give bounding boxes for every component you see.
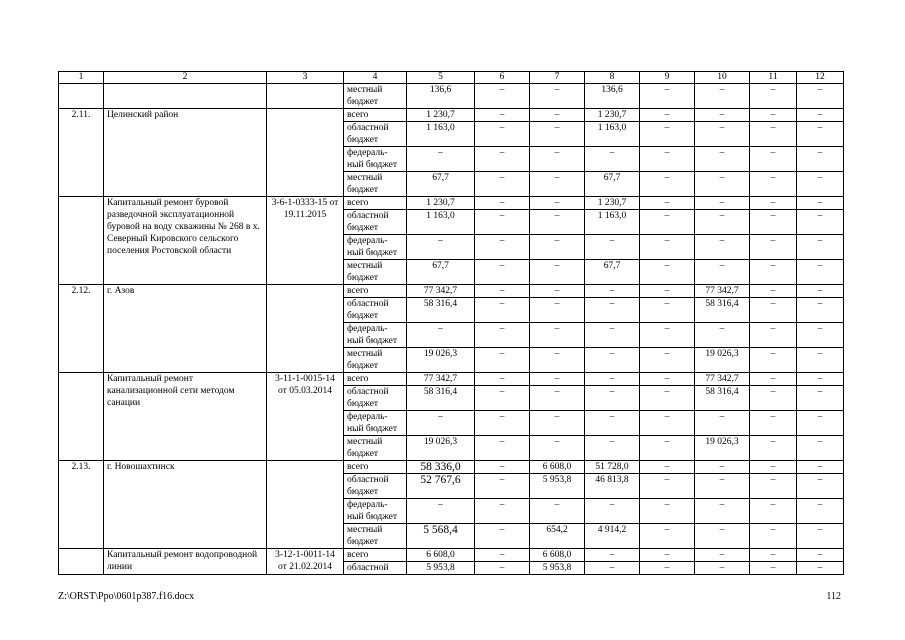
document-number <box>267 285 344 373</box>
value-cell: – <box>750 323 797 348</box>
document-number: 3-12-1-0011-14 от 21.02.2014 <box>267 549 344 575</box>
column-number: 7 <box>530 72 585 84</box>
value-cell: – <box>640 562 695 575</box>
value-cell: – <box>797 172 844 197</box>
item-name: Капитальный ремонт канализационной сети методом санации <box>104 373 267 461</box>
value-cell: 77 342,7 <box>695 285 750 298</box>
value-cell: – <box>475 260 530 285</box>
value-cell: – <box>640 84 695 109</box>
value-cell: – <box>640 122 695 147</box>
value-cell: – <box>640 197 695 210</box>
value-cell: 58 316,4 <box>407 386 475 411</box>
value-cell: – <box>475 147 530 172</box>
funding-source: областной бюджет <box>344 386 407 411</box>
item-name <box>104 84 267 109</box>
value-cell: – <box>797 210 844 235</box>
table-body <box>59 84 844 575</box>
value-cell: 19 026,3 <box>695 348 750 373</box>
funding-source: местный бюджет <box>344 524 407 549</box>
value-cell: – <box>695 172 750 197</box>
value-cell: – <box>750 260 797 285</box>
value-cell: 1 230,7 <box>585 197 640 210</box>
value-cell: – <box>797 436 844 461</box>
table-row <box>59 109 844 122</box>
value-cell: – <box>407 235 475 260</box>
column-number: 8 <box>585 72 640 84</box>
value-cell: – <box>407 411 475 436</box>
value-cell: – <box>797 549 844 562</box>
value-cell: – <box>750 84 797 109</box>
page-number: 112 <box>826 591 841 602</box>
value-cell: – <box>750 109 797 122</box>
value-cell: 136,6 <box>407 84 475 109</box>
value-cell: – <box>475 122 530 147</box>
value-cell: 1 230,7 <box>585 109 640 122</box>
column-number: 5 <box>407 72 475 84</box>
item-number <box>59 84 104 109</box>
value-cell: – <box>640 260 695 285</box>
value-cell: – <box>585 436 640 461</box>
funding-source: областной бюджет <box>344 122 407 147</box>
value-cell: – <box>475 474 530 499</box>
value-cell: – <box>750 373 797 386</box>
value-cell: – <box>530 235 585 260</box>
value-cell: – <box>750 562 797 575</box>
document-number <box>267 109 344 197</box>
funding-source: местный бюджет <box>344 84 407 109</box>
value-cell: – <box>640 549 695 562</box>
item-number <box>59 373 104 461</box>
value-cell: – <box>475 197 530 210</box>
value-cell: – <box>475 172 530 197</box>
value-cell: – <box>640 411 695 436</box>
value-cell: – <box>585 235 640 260</box>
value-cell: 1 163,0 <box>407 122 475 147</box>
value-cell: – <box>585 298 640 323</box>
funding-source: областной <box>344 562 407 575</box>
value-cell: – <box>585 285 640 298</box>
funding-source: местный бюджет <box>344 172 407 197</box>
table-row <box>59 549 844 562</box>
value-cell: – <box>530 436 585 461</box>
value-cell: 77 342,7 <box>407 285 475 298</box>
value-cell: – <box>640 373 695 386</box>
value-cell: – <box>640 298 695 323</box>
value-cell: – <box>797 285 844 298</box>
value-cell: – <box>640 172 695 197</box>
value-cell: 6 608,0 <box>530 461 585 474</box>
table-row <box>59 197 844 210</box>
value-cell: – <box>695 474 750 499</box>
value-cell: – <box>695 562 750 575</box>
value-cell: 77 342,7 <box>407 373 475 386</box>
funding-source: областной бюджет <box>344 210 407 235</box>
value-cell: 5 953,8 <box>407 562 475 575</box>
value-cell: 1 163,0 <box>585 210 640 235</box>
value-cell: 58 316,4 <box>695 298 750 323</box>
value-cell: – <box>530 373 585 386</box>
table-row <box>59 285 844 298</box>
value-cell: – <box>750 474 797 499</box>
value-cell: – <box>640 436 695 461</box>
column-number: 12 <box>797 72 844 84</box>
value-cell: – <box>640 109 695 122</box>
value-cell: – <box>585 499 640 524</box>
value-cell: – <box>797 122 844 147</box>
value-cell: – <box>640 235 695 260</box>
value-cell: 19 026,3 <box>407 436 475 461</box>
value-cell: 654,2 <box>530 524 585 549</box>
funding-source: местный бюджет <box>344 436 407 461</box>
value-cell: 77 342,7 <box>695 373 750 386</box>
value-cell: – <box>797 348 844 373</box>
value-cell: – <box>750 411 797 436</box>
value-cell: – <box>797 524 844 549</box>
value-cell: – <box>750 122 797 147</box>
value-cell: 136,6 <box>585 84 640 109</box>
value-cell: – <box>695 147 750 172</box>
value-cell: – <box>797 235 844 260</box>
value-cell: – <box>797 323 844 348</box>
value-cell: 5 953,8 <box>530 474 585 499</box>
value-cell: – <box>750 285 797 298</box>
item-number <box>59 549 104 575</box>
value-cell: 1 163,0 <box>585 122 640 147</box>
column-number: 3 <box>267 72 344 84</box>
value-cell: – <box>750 499 797 524</box>
value-cell: – <box>695 499 750 524</box>
value-cell: – <box>695 109 750 122</box>
value-cell: – <box>530 260 585 285</box>
value-cell: – <box>797 260 844 285</box>
funding-source: всего <box>344 285 407 298</box>
value-cell: – <box>750 386 797 411</box>
value-cell: – <box>530 499 585 524</box>
document-number <box>267 84 344 109</box>
value-cell: – <box>797 109 844 122</box>
item-name: г. Новошахтинск <box>104 461 267 549</box>
funding-source: федераль- ный бюджет <box>344 499 407 524</box>
value-cell: – <box>750 348 797 373</box>
value-cell: – <box>797 386 844 411</box>
funding-source: областной бюджет <box>344 298 407 323</box>
value-cell: 1 163,0 <box>407 210 475 235</box>
value-cell: – <box>695 197 750 210</box>
funding-source: федераль- ный бюджет <box>344 323 407 348</box>
value-cell: – <box>750 549 797 562</box>
item-name: Капитальный ремонт водопроводной линии <box>104 549 267 575</box>
value-cell: – <box>797 298 844 323</box>
value-cell: – <box>695 84 750 109</box>
value-cell: – <box>695 122 750 147</box>
value-cell: – <box>750 298 797 323</box>
value-cell: – <box>695 323 750 348</box>
value-cell: 51 728,0 <box>585 461 640 474</box>
value-cell: – <box>640 499 695 524</box>
item-number: 2.11. <box>59 109 104 197</box>
value-cell: 19 026,3 <box>407 348 475 373</box>
value-cell: 52 767,6 <box>407 474 475 499</box>
value-cell: – <box>797 411 844 436</box>
column-number: 4 <box>344 72 407 84</box>
item-number <box>59 197 104 285</box>
value-cell: – <box>585 562 640 575</box>
value-cell: – <box>475 549 530 562</box>
value-cell: – <box>475 562 530 575</box>
value-cell: 6 608,0 <box>530 549 585 562</box>
value-cell: – <box>475 461 530 474</box>
funding-source: местный бюджет <box>344 260 407 285</box>
funding-source: всего <box>344 197 407 210</box>
value-cell: – <box>750 147 797 172</box>
item-name: Целинский район <box>104 109 267 197</box>
value-cell: 58 336,0 <box>407 461 475 474</box>
funding-source: всего <box>344 549 407 562</box>
value-cell: – <box>530 298 585 323</box>
value-cell: – <box>475 109 530 122</box>
value-cell: – <box>530 109 585 122</box>
value-cell: – <box>585 373 640 386</box>
value-cell: 1 230,7 <box>407 197 475 210</box>
value-cell: – <box>530 210 585 235</box>
value-cell: – <box>475 499 530 524</box>
item-name: Капитальный ремонт буровой разведочной эксплуатационной буровой на воду скважины № 268 в х. Северный Кировского сельского поселения Ростовской области <box>104 197 267 285</box>
value-cell: 4 914,2 <box>585 524 640 549</box>
value-cell: – <box>530 386 585 411</box>
value-cell: – <box>797 499 844 524</box>
value-cell: – <box>407 323 475 348</box>
document-number: 3-11-1-0015-14 от 05.03.2014 <box>267 373 344 461</box>
value-cell: – <box>695 235 750 260</box>
funding-source: всего <box>344 461 407 474</box>
value-cell: – <box>695 260 750 285</box>
item-name: г. Азов <box>104 285 267 373</box>
document-number: 3-6-1-0333-15 от 19.11.2015 <box>267 197 344 285</box>
item-number: 2.13. <box>59 461 104 549</box>
value-cell: – <box>530 122 585 147</box>
value-cell: – <box>475 235 530 260</box>
value-cell: – <box>475 285 530 298</box>
item-number: 2.12. <box>59 285 104 373</box>
value-cell: – <box>640 461 695 474</box>
value-cell: – <box>750 235 797 260</box>
value-cell: – <box>475 524 530 549</box>
value-cell: – <box>530 411 585 436</box>
value-cell: – <box>475 84 530 109</box>
document-number <box>267 461 344 549</box>
value-cell: 19 026,3 <box>695 436 750 461</box>
value-cell: 67,7 <box>407 172 475 197</box>
budget-table <box>58 71 844 575</box>
funding-source: всего <box>344 109 407 122</box>
value-cell: – <box>750 210 797 235</box>
value-cell: – <box>797 562 844 575</box>
value-cell: 5 568,4 <box>407 524 475 549</box>
value-cell: – <box>585 386 640 411</box>
table-row <box>59 461 844 474</box>
value-cell: – <box>797 84 844 109</box>
table-row <box>59 84 844 109</box>
value-cell: – <box>695 524 750 549</box>
value-cell: – <box>750 172 797 197</box>
value-cell: – <box>640 210 695 235</box>
value-cell: – <box>530 348 585 373</box>
value-cell: – <box>475 323 530 348</box>
funding-source: местный бюджет <box>344 348 407 373</box>
value-cell: – <box>695 210 750 235</box>
value-cell: – <box>797 197 844 210</box>
value-cell: – <box>475 348 530 373</box>
value-cell: – <box>750 197 797 210</box>
value-cell: – <box>640 147 695 172</box>
value-cell: – <box>750 524 797 549</box>
value-cell: – <box>797 373 844 386</box>
value-cell: – <box>530 84 585 109</box>
value-cell: 67,7 <box>407 260 475 285</box>
value-cell: – <box>797 474 844 499</box>
value-cell: – <box>640 474 695 499</box>
value-cell: 5 953,8 <box>530 562 585 575</box>
column-number: 9 <box>640 72 695 84</box>
value-cell: 58 316,4 <box>695 386 750 411</box>
value-cell: – <box>475 436 530 461</box>
value-cell: – <box>475 298 530 323</box>
value-cell: – <box>640 524 695 549</box>
value-cell: – <box>585 411 640 436</box>
column-number: 11 <box>750 72 797 84</box>
value-cell: – <box>530 285 585 298</box>
value-cell: – <box>640 386 695 411</box>
funding-source: областной бюджет <box>344 474 407 499</box>
value-cell: – <box>530 197 585 210</box>
value-cell: – <box>797 461 844 474</box>
value-cell: – <box>585 323 640 348</box>
value-cell: 58 316,4 <box>407 298 475 323</box>
value-cell: – <box>475 373 530 386</box>
table-row <box>59 373 844 386</box>
column-number-row <box>59 72 844 84</box>
value-cell: – <box>585 549 640 562</box>
value-cell: – <box>640 323 695 348</box>
value-cell: – <box>475 411 530 436</box>
column-number: 2 <box>104 72 267 84</box>
value-cell: 67,7 <box>585 172 640 197</box>
value-cell: – <box>475 210 530 235</box>
column-number: 1 <box>59 72 104 84</box>
value-cell: – <box>695 549 750 562</box>
value-cell: – <box>797 147 844 172</box>
value-cell: – <box>530 172 585 197</box>
value-cell: – <box>407 499 475 524</box>
value-cell: – <box>695 411 750 436</box>
value-cell: – <box>475 386 530 411</box>
funding-source: федераль- ный бюджет <box>344 147 407 172</box>
funding-source: федераль- ный бюджет <box>344 235 407 260</box>
value-cell: – <box>640 348 695 373</box>
value-cell: 46 813,8 <box>585 474 640 499</box>
value-cell: – <box>750 436 797 461</box>
value-cell: – <box>530 323 585 348</box>
value-cell: 1 230,7 <box>407 109 475 122</box>
value-cell: – <box>530 147 585 172</box>
column-number: 6 <box>475 72 530 84</box>
funding-source: всего <box>344 373 407 386</box>
value-cell: 67,7 <box>585 260 640 285</box>
value-cell: – <box>585 147 640 172</box>
value-cell: – <box>750 461 797 474</box>
funding-source: федераль- ный бюджет <box>344 411 407 436</box>
value-cell: – <box>585 348 640 373</box>
value-cell: – <box>407 147 475 172</box>
value-cell: 6 608,0 <box>407 549 475 562</box>
column-number: 10 <box>695 72 750 84</box>
value-cell: – <box>640 285 695 298</box>
file-path: Z:\ORST\Ppo\0601p387.f16.docx <box>58 591 195 602</box>
value-cell: – <box>695 461 750 474</box>
